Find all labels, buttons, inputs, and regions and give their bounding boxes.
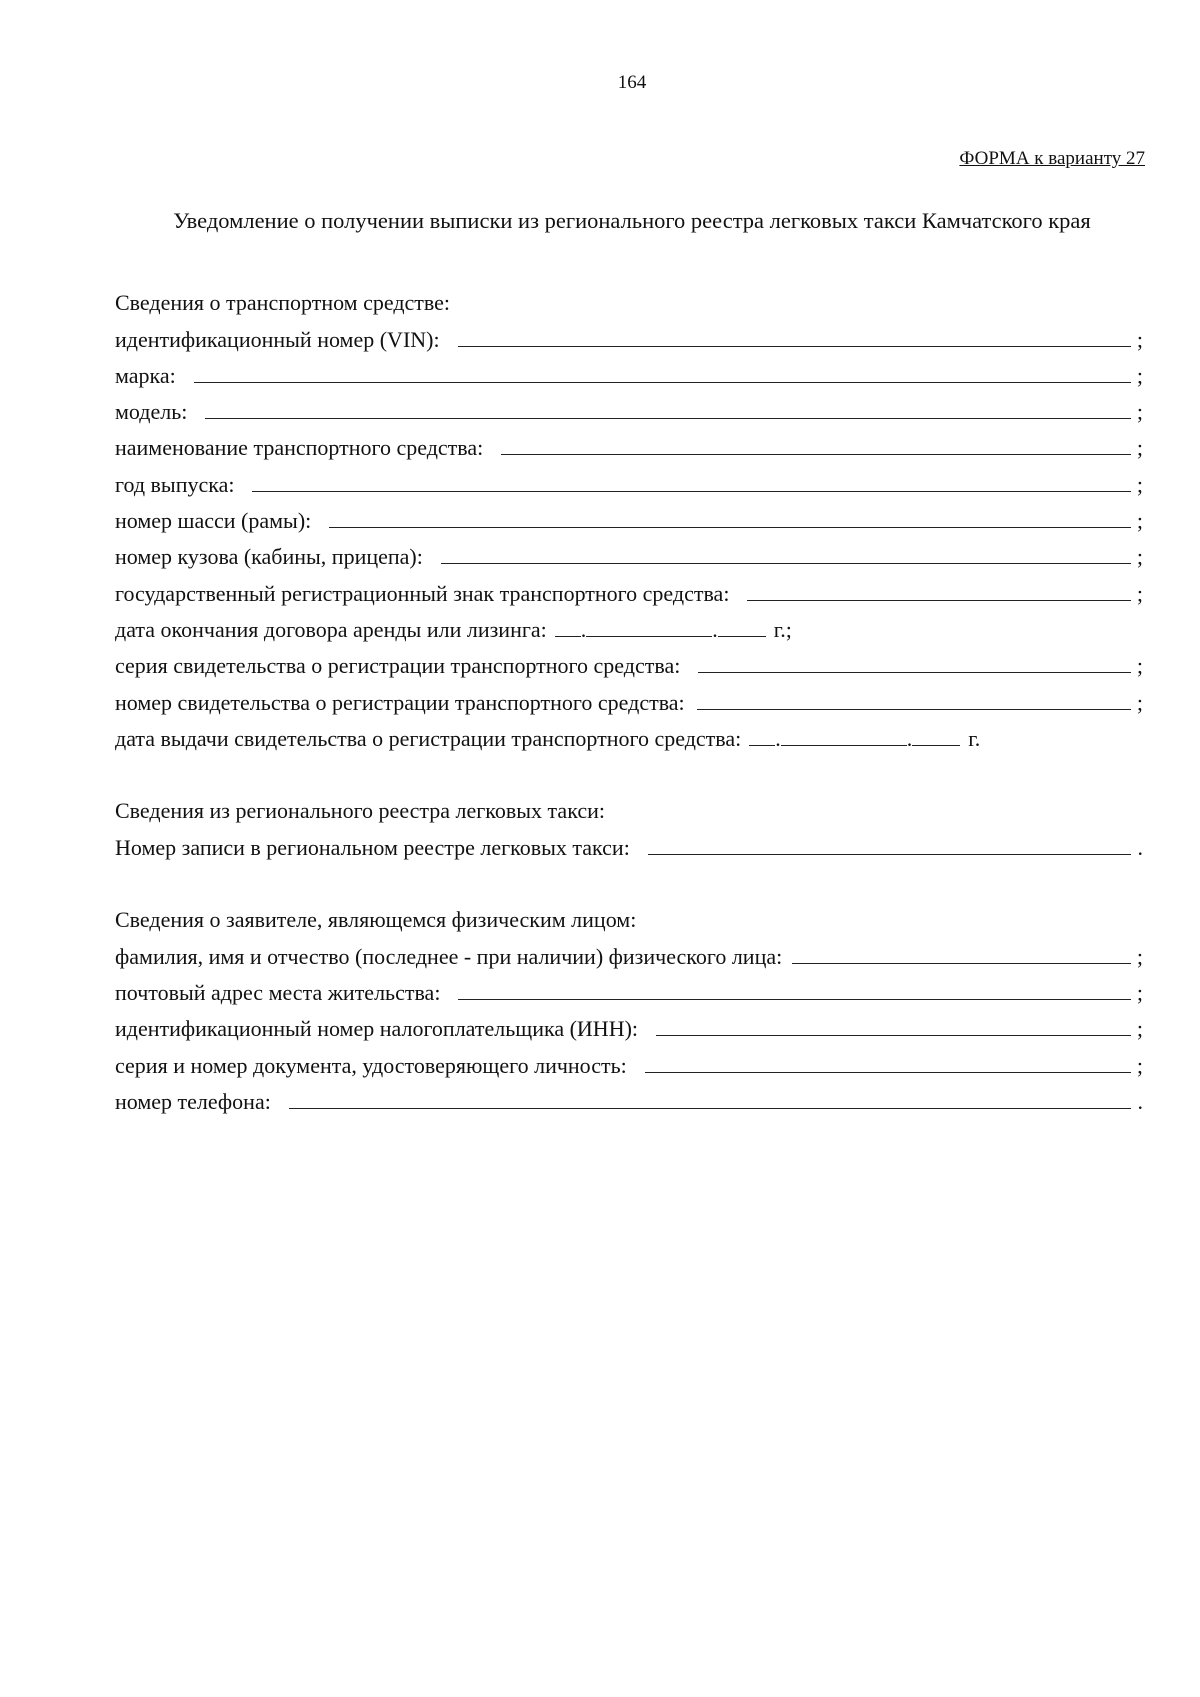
plate-row: государственный регистрационный знак транспортного средства: ;	[115, 580, 1143, 606]
form-reference: ФОРМА к варианту 27	[959, 148, 1145, 169]
cert-issue-label: дата выдачи свидетельства о регистрации транспортного средства:	[115, 725, 742, 751]
body-field[interactable]	[441, 562, 1131, 564]
model-field[interactable]	[205, 417, 1131, 419]
vehicle-name-label: наименование транспортного средства:	[115, 435, 484, 461]
model-row: модель: ;	[115, 399, 1143, 425]
vehicle-section-heading: Сведения о транспортном средстве:	[115, 290, 451, 316]
year-row: год выпуска: ;	[115, 471, 1143, 497]
cert-number-label: номер свидетельства о регистрации транспортного средства:	[115, 689, 685, 715]
model-label: модель:	[115, 399, 188, 425]
vehicle-name-field[interactable]	[501, 453, 1131, 455]
vin-label: идентификационный номер (VIN):	[115, 326, 440, 352]
record-number-row: Номер записи в региональном реестре легковых такси: .	[115, 834, 1143, 860]
lease-end-day-field[interactable]	[555, 635, 581, 637]
registry-section-heading: Сведения из регионального реестра легковых такси:	[115, 798, 605, 824]
vin-row: идентификационный номер (VIN): ;	[115, 326, 1143, 352]
id-doc-row: серия и номер документа, удостоверяющего личность: ;	[115, 1052, 1143, 1078]
phone-row: номер телефона: .	[115, 1088, 1143, 1114]
lease-end-label: дата окончания договора аренды или лизинга:	[115, 616, 547, 642]
cert-issue-day-field[interactable]	[749, 744, 775, 746]
cert-issue-date: . . г.	[749, 726, 980, 752]
cert-series-label: серия свидетельства о регистрации транспортного средства:	[115, 653, 681, 679]
full-name-label: фамилия, имя и отчество (последнее - при наличии) физического лица:	[115, 943, 783, 969]
plate-field[interactable]	[747, 599, 1131, 601]
year-label: год выпуска:	[115, 471, 235, 497]
full-name-field[interactable]	[792, 962, 1131, 964]
phone-field[interactable]	[289, 1107, 1131, 1109]
inn-row: идентификационный номер налогоплательщика (ИНН): ;	[115, 1016, 1143, 1042]
id-doc-label: серия и номер документа, удостоверяющего личность:	[115, 1052, 627, 1078]
address-row: почтовый адрес места жительства: ;	[115, 979, 1143, 1005]
brand-field[interactable]	[194, 381, 1131, 383]
plate-label: государственный регистрационный знак транспортного средства:	[115, 580, 730, 606]
body-row: номер кузова (кабины, прицепа): ;	[115, 544, 1143, 570]
vin-field[interactable]	[458, 345, 1131, 347]
lease-end-row	[115, 607, 1143, 643]
brand-row: марка: ;	[115, 362, 1143, 388]
lease-end-year-field[interactable]	[718, 635, 766, 637]
applicant-section-heading: Сведения о заявителе, являющемся физическим лицом:	[115, 907, 637, 933]
address-label: почтовый адрес места жительства:	[115, 979, 441, 1005]
form-body	[115, 280, 1143, 1115]
cert-issue-month-field[interactable]	[781, 744, 907, 746]
page-number: 164	[617, 72, 647, 93]
inn-field[interactable]	[656, 1034, 1131, 1036]
phone-label: номер телефона:	[115, 1088, 271, 1114]
cert-number-row: номер свидетельства о регистрации транспортного средства: ;	[115, 689, 1143, 715]
body-label: номер кузова (кабины, прицепа):	[115, 544, 423, 570]
cert-issue-row	[115, 716, 1143, 752]
inn-label: идентификационный номер налогоплательщика (ИНН):	[115, 1016, 639, 1042]
chassis-row: номер шасси (рамы): ;	[115, 508, 1143, 534]
lease-end-month-field[interactable]	[586, 635, 712, 637]
cert-issue-year-field[interactable]	[912, 744, 960, 746]
id-doc-field[interactable]	[645, 1071, 1131, 1073]
document-title: Уведомление о получении выписки из регионального реестра легковых такси Камчатского края	[173, 208, 1091, 233]
cert-series-field[interactable]	[698, 671, 1131, 673]
cert-series-row: серия свидетельства о регистрации транспортного средства: ;	[115, 653, 1143, 679]
chassis-label: номер шасси (рамы):	[115, 508, 312, 534]
address-field[interactable]	[458, 998, 1131, 1000]
chassis-field[interactable]	[329, 526, 1131, 528]
year-field[interactable]	[252, 490, 1131, 492]
full-name-row: фамилия, имя и отчество (последнее - при наличии) физического лица: ;	[115, 943, 1143, 969]
record-number-label: Номер записи в региональном реестре легковых такси:	[115, 834, 630, 860]
record-number-field[interactable]	[648, 853, 1131, 855]
cert-number-field[interactable]	[697, 708, 1131, 710]
lease-end-date: . . г.;	[555, 617, 792, 643]
brand-label: марка:	[115, 362, 176, 388]
vehicle-name-row: наименование транспортного средства: ;	[115, 435, 1143, 461]
